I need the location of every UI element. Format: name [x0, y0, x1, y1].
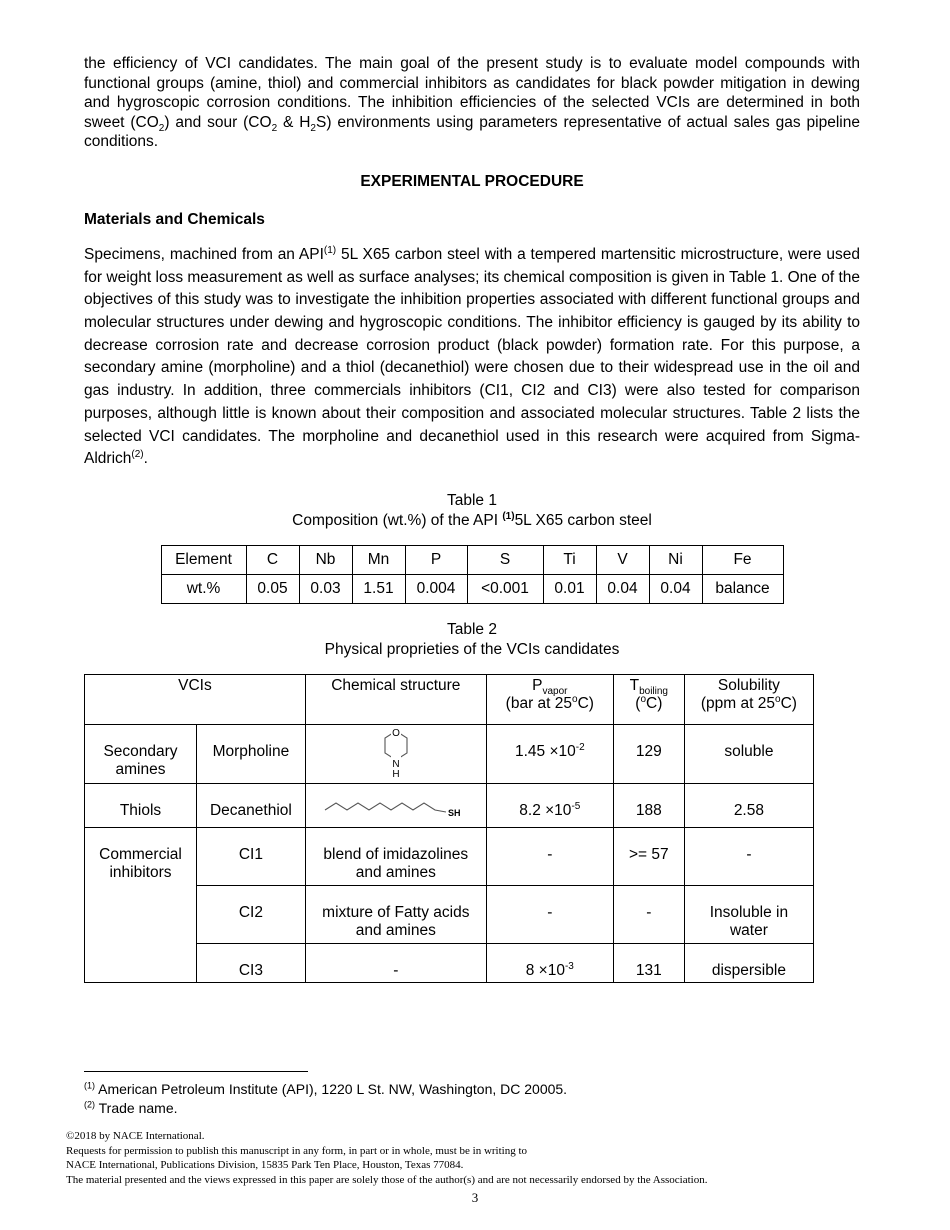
t2-pvapor-ci1: - [486, 828, 613, 886]
t2-tboiling-ci3: 131 [613, 944, 684, 983]
copyright-notice [66, 1129, 707, 1187]
t2-class-commercial: Commercial inhibitors [85, 828, 197, 983]
atom-h: H [392, 769, 400, 780]
legal-line-3: NACE International, Publications Division, 15835 Park Ten Place, Houston, Texas 77084. [66, 1159, 464, 1171]
table2-header-row [85, 675, 814, 725]
t2-solubility-ci2: Insoluble in water [684, 886, 813, 944]
page-body [84, 54, 860, 983]
atom-n: N [392, 759, 400, 770]
t1-h-ni: Ni [649, 546, 702, 575]
t1-v-v: 0.04 [596, 575, 649, 604]
t2-name-ci2: CI2 [197, 886, 306, 944]
t2-h-solubility: Solubility (ppm at 25$^o$C) [684, 675, 813, 725]
t2-pvapor-ci3: $8 \times 10^{-3}$ [486, 944, 613, 983]
t1-h-c: C [246, 546, 299, 575]
t2-h-tboiling: $T_{boiling}$ ($^o$C) [613, 675, 684, 725]
t2-tboiling-decanethiol: 188 [613, 784, 684, 828]
t2-name-morpholine: Morpholine [197, 725, 306, 784]
t2-structure-ci2: mixture of Fatty acids and amines [305, 886, 486, 944]
table1-header-row [161, 546, 783, 575]
t2-h-pvapor: $P_{vapor}$ (bar at 25$^o$C) [486, 675, 613, 725]
t1-h-p: P [405, 546, 467, 575]
t1-h-s: S [467, 546, 543, 575]
t2-structure-ci1: blend of imidazolines and amines [305, 828, 486, 886]
table2-caption [84, 620, 860, 660]
table2 [84, 674, 814, 983]
table1-title: Composition (wt.%) of the API $^{(1)}$5L X65 carbon steel [292, 510, 652, 529]
table1-value-row [161, 575, 783, 604]
t1-h-ti: Ti [543, 546, 596, 575]
t2-name-ci1: CI1 [197, 828, 306, 886]
table2-title: Physical proprieties of the VCIs candidates [324, 641, 620, 658]
t2-class-secondary-amines: Secondary amines [85, 725, 197, 784]
legal-line-1: ©2018 by NACE International. [66, 1130, 205, 1142]
table1 [161, 545, 784, 604]
table1-caption [84, 491, 860, 531]
footnote-divider [84, 1071, 308, 1072]
t2-pvapor-ci2: - [486, 886, 613, 944]
t2-h-structure: Chemical structure [305, 675, 486, 725]
section-title: EXPERIMENTAL PROCEDURE [360, 172, 584, 190]
footnotes [84, 1080, 567, 1118]
t2-row-ci1 [85, 828, 814, 886]
t2-tboiling-morpholine: 129 [613, 725, 684, 784]
t1-h-element: Element [161, 546, 246, 575]
t2-name-ci3: CI3 [197, 944, 306, 983]
t1-v-ni: 0.04 [649, 575, 702, 604]
t2-solubility-morpholine: soluble [684, 725, 813, 784]
subsection-title: Materials and Chemicals [84, 210, 265, 228]
t1-v-s: <0.001 [467, 575, 543, 604]
legal-line-4: The material presented and the views expressed in this paper are solely those of the author(s) and are not necessarily endorsed by the Association. [66, 1173, 708, 1186]
table1-label: Table 1 [447, 492, 497, 509]
atom-sh: SH [447, 808, 461, 818]
t2-structure-decanethiol [305, 784, 486, 828]
t1-v-ti: 0.01 [543, 575, 596, 604]
t2-structure-ci3: - [305, 944, 486, 983]
t1-v-fe: balance [702, 575, 783, 604]
t1-v-p: 0.004 [405, 575, 467, 604]
t1-h-v: V [596, 546, 649, 575]
t2-name-decanethiol: Decanethiol [197, 784, 306, 828]
t2-h-vcis: VCIs [85, 675, 306, 725]
t2-pvapor-decanethiol: $8.2 \times 10^{-5}$ [486, 784, 613, 828]
decanethiol-structure-icon [321, 790, 471, 820]
legal-line-2: Requests for permission to publish this manuscript in any form, in part or in whole, must be in writing to [66, 1144, 528, 1157]
footnote-1: $^{(1)}$ American Petroleum Institute (API), 1220 L St. NW, Washington, DC 20005. [84, 1080, 568, 1097]
t2-tboiling-ci2: - [613, 886, 684, 944]
t1-v-label: wt.% [161, 575, 246, 604]
t1-h-mn: Mn [352, 546, 405, 575]
t2-tboiling-ci1: >= 57 [613, 828, 684, 886]
t2-pvapor-morpholine: $1.45 \times 10^{-2}$ [486, 725, 613, 784]
t2-solubility-ci1: - [684, 828, 813, 886]
materials-paragraph: Specimens, machined from an API$^{(1)}$ 5L X65 carbon steel with a tempered martensitic microstructure, were used for weight loss measurement as well as surface analyses; its chemical composition is given in Table 1. One of the objectives of this study was to investigate the inhibition properties associated with different functional groups and molecular structures under dewing and hygroscopic conditions. The inhibitor efficiency is gauged by its ability to decrease corrosion rate and decrease corrosion product (black powder) formation rate. For this purpose, a secondary amine (morpholine) and a thiol (decanethiol) were chosen due to their widespread use in the oil and gas industry. In addition, three commercials inhibitors (CI1, CI2 and CI3) were also tested for comparison purposes, although little is known about their composition and associated molecular structures. Table 2 lists the selected VCI candidates. The morpholine and decanethiol used in this research were acquired from Sigma-Aldrich$^{(2)}$. [84, 244, 860, 468]
footnote-2: $^{(2)}$ Trade name. [84, 1099, 178, 1116]
intro-paragraph: the efficiency of VCI candidates. The main goal of the present study is to evaluate model compounds with functional groups (amine, thiol) and commercial inhibitors as candidates for black powder mitigation in dewing and hygroscopic corrosion conditions. The inhibition efficiencies of the selected VCIs are determined in both sweet $(CO_2)$ and sour ($CO_2$ & $H_2S$) environments using parameters representative of actual sales gas pipeline conditions. [84, 55, 860, 151]
t2-row-decanethiol [85, 784, 814, 828]
t1-v-mn: 1.51 [352, 575, 405, 604]
t2-solubility-ci3: dispersible [684, 944, 813, 983]
t1-v-c: 0.05 [246, 575, 299, 604]
t1-h-nb: Nb [299, 546, 352, 575]
table2-label: Table 2 [447, 621, 497, 638]
t2-class-thiols: Thiols [85, 784, 197, 828]
t2-structure-morpholine [305, 725, 486, 784]
t1-v-nb: 0.03 [299, 575, 352, 604]
t2-row-morpholine [85, 725, 814, 784]
page-number: 3 [471, 1190, 479, 1205]
t2-solubility-decanethiol: 2.58 [684, 784, 813, 828]
morpholine-structure-icon [366, 725, 426, 783]
t1-h-fe: Fe [702, 546, 783, 575]
atom-o: O [391, 728, 400, 739]
